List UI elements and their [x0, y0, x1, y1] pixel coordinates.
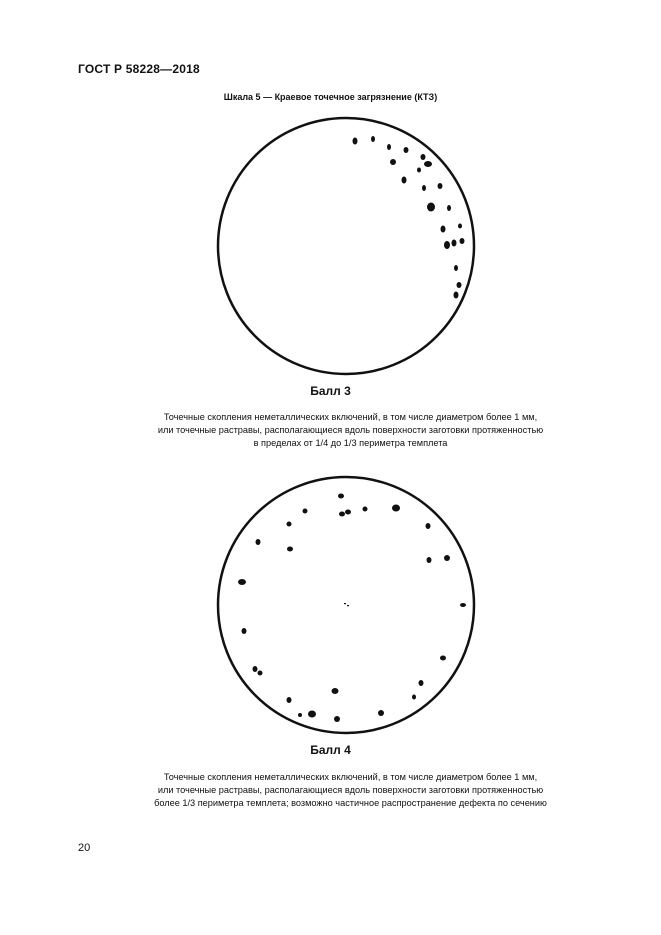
description-line: более 1/3 периметра темплета; возможно частичное распространение дефекта по сечению [154, 798, 547, 808]
contamination-spot [371, 136, 375, 142]
contamination-spots [238, 494, 466, 723]
contamination-spot [422, 185, 426, 191]
contamination-spot [421, 154, 426, 160]
figure-caption-score-3: Балл 3 [310, 384, 351, 398]
contamination-spot [378, 710, 384, 716]
contamination-spot [417, 168, 421, 173]
figure-description-score-4 [90, 771, 611, 810]
contamination-spot [444, 241, 450, 249]
description-line: Точечные скопления неметаллических включений, в том числе диаметром более 1 мм, [163, 772, 538, 782]
template-outline [218, 118, 474, 374]
contamination-spot [402, 177, 407, 184]
contamination-spot [390, 159, 396, 165]
page-number: 20 [78, 842, 91, 854]
contamination-spot [458, 224, 462, 229]
contamination-spot [454, 292, 459, 299]
scale-title: Шкала 5 — Краевое точечное загрязнение (КТЗ) [223, 92, 438, 102]
contamination-spot [258, 671, 263, 676]
contamination-spot [253, 666, 258, 672]
contamination-spot [460, 238, 465, 244]
figure-caption-score-4: Балл 4 [310, 743, 351, 757]
contamination-spot [404, 147, 409, 153]
contamination-spot [363, 507, 368, 512]
contamination-spot [339, 512, 345, 517]
contamination-spot [387, 144, 391, 150]
contamination-spot [444, 555, 450, 561]
contamination-spot [419, 680, 424, 686]
contamination-spots [353, 136, 465, 299]
contamination-spot [438, 183, 443, 189]
contamination-spot [242, 628, 247, 634]
contamination-spot [427, 203, 435, 212]
contamination-spot [441, 226, 446, 233]
contamination-spot [426, 523, 431, 529]
contamination-spot [447, 205, 451, 211]
template-diagram-score-4 [0, 472, 661, 738]
template-outline [218, 477, 474, 733]
contamination-spot [287, 547, 293, 552]
contamination-spot [256, 539, 261, 545]
contamination-spot [238, 579, 246, 585]
contamination-spot [440, 656, 446, 661]
contamination-spot [332, 688, 339, 694]
contamination-spot [287, 697, 292, 703]
contamination-spot [424, 161, 432, 167]
contamination-spot [338, 494, 344, 499]
contamination-spot [298, 713, 302, 717]
figure-description-score-3 [90, 411, 611, 450]
contamination-spot [452, 240, 457, 247]
description-line: или точечные растравы, располагающиеся вдоль поверхности заготовки протяженностью [157, 425, 544, 435]
contamination-spot [353, 138, 358, 145]
contamination-spot [308, 711, 316, 718]
contamination-spot [392, 505, 400, 512]
contamination-spot [427, 557, 432, 563]
document-standard-id: ГОСТ Р 58228—2018 [78, 62, 200, 76]
description-line: в пределах от 1/4 до 1/3 периметра темплета [253, 438, 448, 448]
contamination-spot [334, 716, 340, 722]
contamination-spot [345, 510, 351, 515]
contamination-spot [412, 695, 416, 700]
description-line: или точечные растравы, располагающиеся вдоль поверхности заготовки протяженностью [157, 785, 544, 795]
contamination-spot [303, 509, 308, 514]
template-diagram-score-3 [0, 114, 661, 376]
centre-mark [347, 605, 349, 606]
contamination-spot [457, 282, 462, 288]
contamination-spot [287, 522, 292, 527]
contamination-spot [460, 603, 466, 607]
description-line: Точечные скопления неметаллических включений, в том числе диаметром более 1 мм, [163, 412, 538, 422]
contamination-spot [454, 265, 458, 271]
centre-mark [344, 603, 346, 604]
